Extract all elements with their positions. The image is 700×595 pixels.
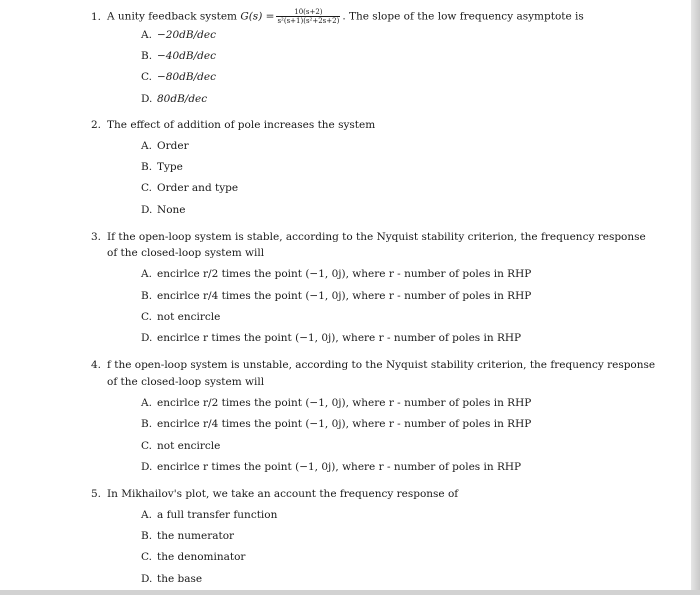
transfer-function-fraction [276, 8, 340, 25]
q2-option-c: C. Order and type [141, 182, 239, 194]
question-number: 4. [91, 359, 102, 371]
q1-option-c: C. −80dB/dec [141, 71, 216, 83]
page-edge-shadow [691, 0, 700, 595]
page-bottom-edge [0, 590, 700, 595]
question-text: The effect of addition of pole increases the system [107, 119, 376, 131]
q1-option-a: A. −20dB/dec [141, 29, 216, 41]
fraction-numerator: 10(s+2) [276, 8, 340, 17]
q3-option-a: A. encirlce r/2 times the point (−1, 0j), where r - number of poles in RHP [141, 268, 532, 280]
q5-option-a: A. a full transfer function [141, 509, 278, 521]
question-text: A unity feedback system [107, 10, 241, 23]
q2-option-d: D. None [141, 204, 186, 216]
transfer-function-label: G(s) = [240, 10, 275, 23]
q4-option-b: B. encirlce r/4 times the point (−1, 0j), where r - number of poles in RHP [141, 418, 532, 430]
q2-option-b: B. Type [141, 161, 183, 173]
question-1-stem [91, 8, 584, 25]
q5-option-d: D. the base [141, 573, 203, 585]
question-text: If the open-loop system is stable, according to the Nyquist stability criterion, the frequency response [107, 231, 646, 243]
q5-option-b: B. the numerator [141, 530, 235, 542]
question-3-stem-cont: of the closed-loop system will [107, 247, 265, 259]
question-text: f the open-loop system is unstable, according to the Nyquist stability criterion, the frequency response [107, 359, 656, 371]
question-number: 2. [91, 119, 102, 131]
q3-option-d: D. encirlce r times the point (−1, 0j), where r - number of poles in RHP [141, 332, 522, 344]
q1-option-d: D. 80dB/dec [141, 93, 208, 105]
question-text-end: . The slope of the low frequency asymptote is [342, 10, 584, 23]
q4-option-c: C. not encircle [141, 440, 221, 452]
q4-option-a: A. encirlce r/2 times the point (−1, 0j), where r - number of poles in RHP [141, 397, 532, 409]
q5-option-c: C. the denominator [141, 551, 246, 563]
q1-option-b: B. −40dB/dec [141, 50, 216, 62]
q2-option-a: A. Order [141, 140, 189, 152]
question-2-stem [91, 119, 375, 131]
fraction-denominator: s²(s+1)(s²+2s+2) [277, 17, 340, 25]
q3-option-b: B. encirlce r/4 times the point (−1, 0j), where r - number of poles in RHP [141, 290, 532, 302]
question-number: 5. [91, 488, 102, 500]
question-4-stem [91, 359, 655, 371]
q3-option-c: C. not encircle [141, 311, 221, 323]
question-4-stem-cont: of the closed-loop system will [107, 376, 265, 388]
question-number: 1. [91, 10, 102, 23]
question-3-stem [91, 231, 646, 243]
q4-option-d: D. encirlce r times the point (−1, 0j), where r - number of poles in RHP [141, 461, 522, 473]
question-text: In Mikhailov's plot, we take an account the frequency response of [107, 488, 459, 500]
question-5-stem [91, 488, 458, 500]
question-number: 3. [91, 231, 102, 243]
